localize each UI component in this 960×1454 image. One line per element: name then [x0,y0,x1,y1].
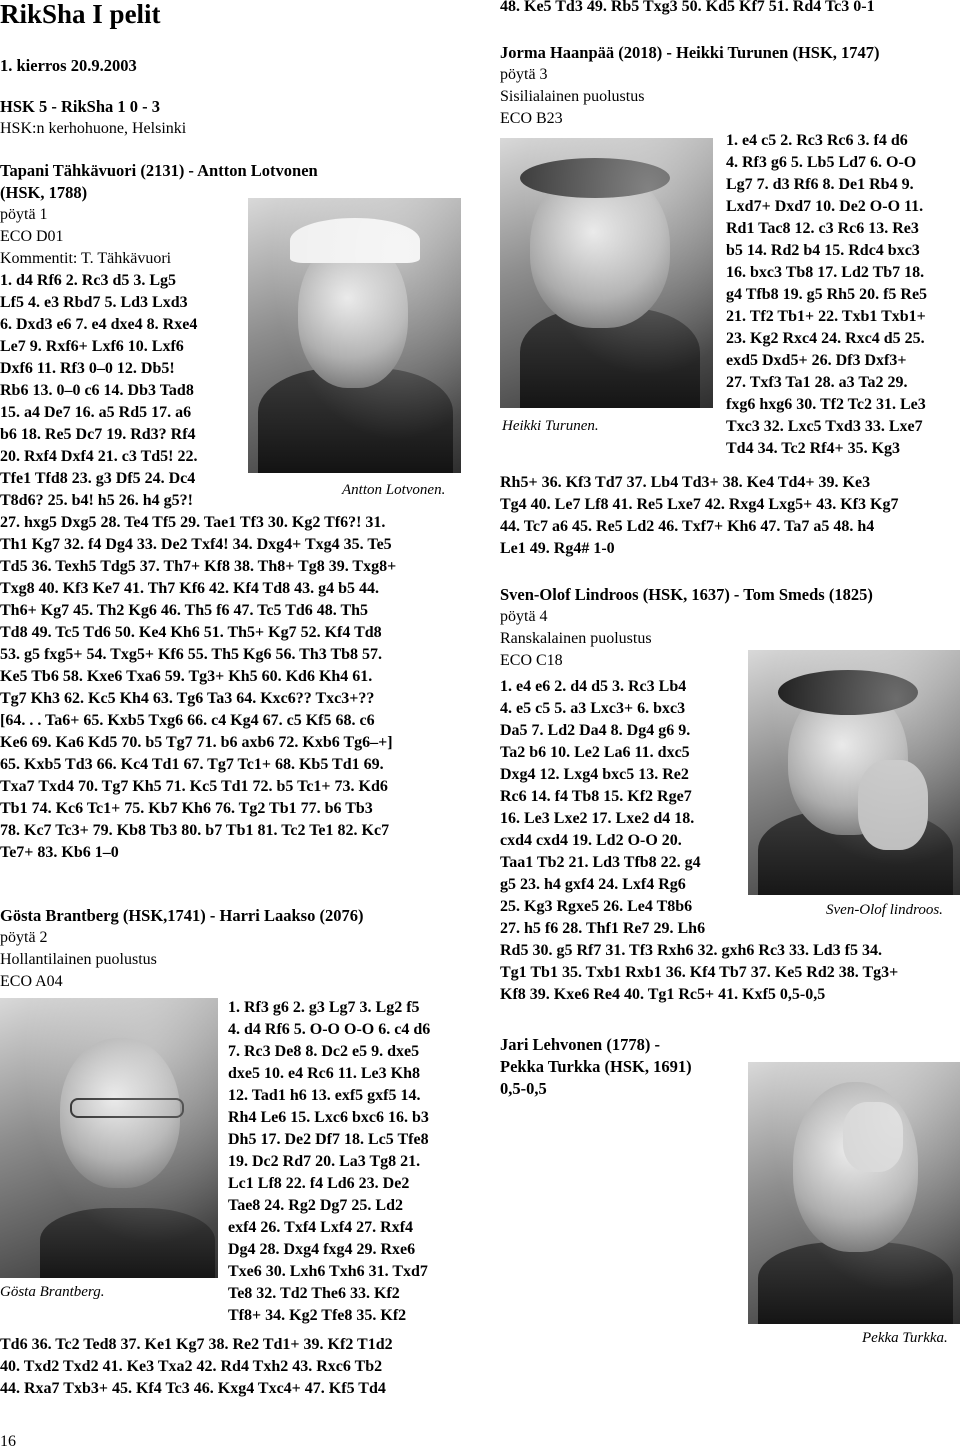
move-line: exf4 26. Txf4 Lxf4 27. Rxf4 [228,1219,414,1236]
move-line: 53. g5 fxg5+ 54. Txg5+ Kf6 55. Th5 Kg6 56. Th3 Tb8 57. [0,646,383,663]
move-line: Dh5 17. De2 Df7 18. Lc5 Tfe8 [228,1131,429,1148]
photo-gosta-brantberg [0,998,218,1278]
move-line: Td6 36. Tc2 Ted8 37. Ke1 Kg7 38. Re2 Td1+ 39. Kf2 T1d2 [0,1336,393,1353]
move-line: Rd5 30. g5 Rf7 31. Tf3 Rxh6 32. gxh6 Rc3 33. Ld3 f5 34. [500,942,882,959]
game4-moves-narrow [500,676,740,940]
move-line: 27. Txf3 Ta1 28. a3 Ta2 29. [726,374,908,391]
move-line: 19. Dc2 Rd7 20. La3 Tg8 21. [228,1153,421,1170]
photo-pekka-turkka [748,1062,960,1324]
game2-block [0,905,470,993]
move-line: 6. Dxd3 e6 7. e4 dxe4 8. Rxe4 [0,316,198,333]
move-line: 65. Kxb5 Td3 66. Kc4 Td1 67. Tg7 Tc1+ 68. Kb5 Td1 69. [0,756,384,773]
move-line: Rb6 13. 0–0 c6 14. Db3 Tad8 [0,382,194,399]
move-line: 16. bxc3 Tb8 17. Ld2 Tb7 18. [726,264,925,281]
game5-result: 0,5-0,5 [500,1079,547,1098]
game1-moves-narrow [0,270,245,512]
move-line: 4. e5 c5 5. a3 Lxc3+ 6. bxc3 [500,700,686,717]
game4-board: pöytä 4 [500,608,548,625]
move-line: 7. Rc3 De8 8. Dc2 e5 9. dxe5 [228,1043,420,1060]
move-line: Dg4 28. Dxg4 fxg4 29. Rxe6 [228,1241,416,1258]
move-line: Txe6 30. Lxh6 Txh6 31. Txd7 [228,1263,428,1280]
move-line: Kf8 39. Kxe6 Re4 40. Tg1 Rc5+ 41. Kxf5 0,5-0,5 [500,986,826,1003]
caption-pekka-turkka: Pekka Turkka. [862,1330,948,1346]
game1-eco: ECO D01 [0,228,64,245]
move-line: 20. Rxf4 Dxf4 21. c3 Td5! 22. [0,448,198,465]
game2-moves-narrow [228,997,468,1327]
move-line: Tf8+ 34. Kg2 Tfe8 35. Kf2 [228,1307,407,1324]
move-line: Le7 9. Rxf6+ Lxf6 10. Lxf6 [0,338,184,355]
move-line: Dxf6 11. Rf3 0–0 12. Db5! [0,360,175,377]
game5-header-black: Pekka Turkka (HSK, 1691) [500,1057,692,1076]
game3-opening: Sisilialainen puolustus [500,88,645,105]
game2-opening: Hollantilainen puolustus [0,951,157,968]
move-line: Td5 36. Texh5 Tdg5 37. Th7+ Kf8 38. Th8+ Tg8 39. Txg8+ [0,558,397,575]
move-line: Td4 34. Tc2 Rf4+ 35. Kg3 [726,440,901,457]
move-line: Rh5+ 36. Kf3 Td7 37. Lb4 Td3+ 38. Ke4 Td4+ 39. Ke3 [500,474,871,491]
game3-block [500,42,960,130]
move-line: 12. Tad1 h6 13. exf5 gxf5 14. [228,1087,421,1104]
move-line: Lxd7+ Dxd7 10. De2 O-O 11. [726,198,924,215]
move-line: 1. d4 Rf6 2. Rc3 d5 3. Lg5 [0,272,177,289]
move-line: g5 23. h4 gxf4 24. Lxf4 Rg6 [500,876,686,893]
move-line: 23. Kg2 Rxc4 24. Rxc4 d5 25. [726,330,925,347]
move-line: Txg8 40. Kf3 Ke7 41. Th7 Kf6 42. Kf4 Td8 43. g4 b5 44. [0,580,379,597]
move-line: 4. Rf3 g6 5. Lb5 Ld7 6. O-O [726,154,917,171]
game5-block [500,1034,730,1100]
move-line: T8d6? 25. b4! h5 26. h4 g5?! [0,492,193,509]
game4-moves-full [500,940,960,1006]
move-line: 4. d4 Rf6 5. O-O O-O 6. c4 d6 [228,1021,431,1038]
move-line: 48. Ke5 Td3 49. Rb5 Txg3 50. Kd5 Kf7 51. Rd4 Tc3 0-1 [500,0,875,15]
game2-board: pöytä 2 [0,929,48,946]
move-line: 27. h5 f6 28. Thf1 Re7 29. Lh6 [500,920,706,937]
move-line: 44. Tc7 a6 45. Re5 Ld2 46. Txf7+ Kh6 47. Ta7 a5 48. h4 [500,518,875,535]
caption-antton-lotvonen: Antton Lotvonen. [342,482,446,498]
move-line: b6 18. Re5 Dc7 19. Rd3? Rf4 [0,426,196,443]
move-line: 40. Txd2 Txd2 41. Ke3 Txa2 42. Rd4 Txh2 43. Rxc6 Tb2 [0,1358,383,1375]
move-line: Tg1 Tb1 35. Txb1 Rxb1 36. Kf4 Tb7 37. Ke5 Rd2 38. Tg3+ [500,964,899,981]
caption-gosta-brantberg: Gösta Brantberg. [0,1284,105,1300]
move-line: Tae8 24. Rg2 Dg7 25. Ld2 [228,1197,403,1214]
game5-header: Jari Lehvonen (1778) - [500,1035,660,1054]
move-line: 25. Kg3 Rgxe5 26. Le4 T8b6 [500,898,693,915]
game1-header: Tapani Tähkävuori (2131) - Antton Lotvonen [0,161,318,180]
game1-board: pöytä 1 [0,206,48,223]
move-line: Te7+ 83. Kb6 1–0 [0,844,119,861]
move-line: Ke5 Tb6 58. Kxe6 Txa6 59. Tg3+ Kh5 60. Kd6 Kh4 61. [0,668,373,685]
move-line: fxg6 hxg6 30. Tf2 Tc2 31. Le3 [726,396,926,413]
game3-moves-full [500,472,960,560]
move-line: 44. Rxa7 Txb3+ 45. Kf4 Tc3 46. Kxg4 Txc4+ 47. Kf5 Td4 [0,1380,386,1397]
move-line: Ta2 b6 10. Le2 La6 11. dxc5 [500,744,690,761]
game3-eco: ECO B23 [500,110,563,127]
caption-heikki-turunen: Heikki Turunen. [502,418,599,434]
move-line: 27. hxg5 Dxg5 28. Te4 Tf5 29. Tae1 Tf3 30. Kg2 Tf6?! 31. [0,514,386,531]
move-line: Da5 7. Ld2 Da4 8. Dg4 g6 9. [500,722,691,739]
move-line: Taa1 Tb2 21. Ld3 Tfb8 22. g4 [500,854,701,871]
move-line: Lf5 4. e3 Rbd7 5. Ld3 Lxd3 [0,294,188,311]
game2-header: Gösta Brantberg (HSK,1741) - Harri Laakso (2076) [0,906,364,925]
game2-moves-continued [500,0,960,18]
move-line: cxd4 cxd4 19. Ld2 O-O 20. [500,832,682,849]
move-line: Lg7 7. d3 Rf6 8. De1 Rb4 9. [726,176,914,193]
move-line: 1. e4 c5 2. Rc3 Rc6 3. f4 d6 [726,132,908,149]
move-line: Lc1 Lf8 22. f4 Ld6 23. De2 [228,1175,410,1192]
move-line: 15. a4 De7 16. a5 Rd5 17. a6 [0,404,192,421]
move-line: Dxg4 12. Lxg4 bxc5 13. Re2 [500,766,689,783]
move-line: 1. e4 e6 2. d4 d5 3. Rc3 Lb4 [500,678,687,695]
move-line: 1. Rf3 g6 2. g3 Lg7 3. Lg2 f5 [228,999,420,1016]
move-line: [64. . . Ta6+ 65. Kxb5 Txg6 66. c4 Kg4 67. c5 Kf5 68. c6 [0,712,375,729]
move-line: Tb1 74. Kc6 Tc1+ 75. Kb7 Kh6 76. Tg2 Tb1 77. b6 Tb3 [0,800,373,817]
round-heading: 1. kierros 20.9.2003 [0,56,137,75]
game3-moves-narrow [726,130,960,460]
move-line: Le1 49. Rg4# 1-0 [500,540,615,557]
move-line: Tg7 Kh3 62. Kc5 Kh4 63. Tg6 Ta3 64. Kxc6?? Txc3+?? [0,690,375,707]
game3-header: Jorma Haanpää (2018) - Heikki Turunen (HSK, 1747) [500,43,880,62]
caption-sven-olof-lindroos: Sven-Olof lindroos. [826,902,943,918]
move-line: g4 Tfb8 19. g5 Rh5 20. f5 Re5 [726,286,928,303]
game4-eco: ECO C18 [500,652,563,669]
move-line: Tg4 40. Le7 Lf8 41. Re5 Lxe7 42. Rxg4 Lxg5+ 43. Kf3 Kg7 [500,496,899,513]
game4-opening: Ranskalainen puolustus [500,630,652,647]
move-line: Rc6 14. f4 Tb8 15. Kf2 Rge7 [500,788,692,805]
photo-heikki-turunen [500,138,713,408]
game1-moves-full [0,512,470,864]
match-venue: HSK:n kerhohuone, Helsinki [0,120,187,137]
photo-sven-olof-lindroos [748,650,960,895]
move-line: Txc3 32. Lxc5 Txd3 33. Lxe7 [726,418,923,435]
move-line: Te8 32. Td2 The6 33. Kf2 [228,1285,400,1302]
game1-comments: Kommentit: T. Tähkävuori [0,250,172,267]
move-line: Th1 Kg7 32. f4 Dg4 33. De2 Txf4! 34. Dxg4+ Txg4 35. Te5 [0,536,392,553]
game2-moves-full [0,1334,470,1400]
game3-board: pöytä 3 [500,66,548,83]
move-line: 16. Le3 Lxe2 17. Lxe2 d4 18. [500,810,695,827]
game2-eco: ECO A04 [0,973,63,990]
page-title: RikSha I pelit [0,0,161,29]
move-line: 21. Tf2 Tb1+ 22. Txb1 Txb1+ [726,308,926,325]
game1-header-club: (HSK, 1788) [0,183,88,202]
match-result: HSK 5 - RikSha 1 0 - 3 [0,97,160,116]
move-line: Rd1 Tac8 12. c3 Rc6 13. Re3 [726,220,919,237]
move-line: exd5 Dxd5+ 26. Df3 Dxf3+ [726,352,907,369]
move-line: Rh4 Le6 15. Lxc6 bxc6 16. b3 [228,1109,429,1126]
game4-header: Sven-Olof Lindroos (HSK, 1637) - Tom Smeds (1825) [500,585,873,604]
move-line: Ke6 69. Ka6 Kd5 70. b5 Tg7 71. b6 axb6 72. Kxb6 Tg6–+] [0,734,393,751]
page-number: 16 [0,1433,16,1450]
move-line: b5 14. Rd2 b4 15. Rdc4 bxc3 [726,242,920,259]
move-line: Txa7 Txd4 70. Tg7 Kh5 71. Kc5 Td1 72. b5 Tc1+ 73. Kd6 [0,778,388,795]
move-line: Tfe1 Tfd8 23. g3 Df5 24. Dc4 [0,470,196,487]
move-line: Th6+ Kg7 45. Th2 Kg6 46. Th5 f6 47. Tc5 Td6 48. Th5 [0,602,369,619]
move-line: dxe5 10. e4 Rc6 11. Le3 Kh8 [228,1065,420,1082]
move-line: Td8 49. Tc5 Td6 50. Ke4 Kh6 51. Th5+ Kg7 52. Kf4 Td8 [0,624,382,641]
move-line: 78. Kc7 Tc3+ 79. Kb8 Tb3 80. b7 Tb1 81. Tc2 Te1 82. Kc7 [0,822,390,839]
photo-antton-lotvonen [248,198,461,473]
